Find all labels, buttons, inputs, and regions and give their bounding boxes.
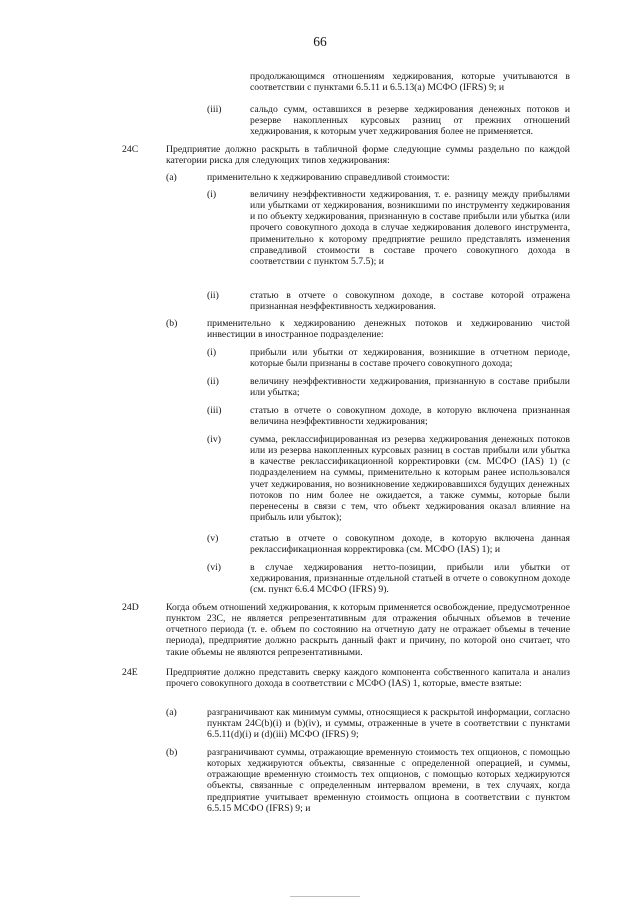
subparagraph-text: применительно к хеджированию справедливой стоимости: [207, 172, 450, 183]
item-label: (iv) [207, 434, 221, 445]
paragraph-text: Когда объем отношений хеджирования, к которым применяется освобождение, предусмотренное пунктом 23C, не является репрезентативным для отражения обычных объемов в течение отчетного периода (т. е. объем по состоянию на отчетную дату не отражает объемы в течение периода), предприятие должно раскрыть данный факт и причину, по которой оно считает, что такие объемы не являются репрезентативными. [166, 602, 570, 658]
page-number: 66 [313, 34, 327, 49]
paragraph-text: Предприятие должно представить сверку каждого компонента собственного капитала и анализ прочего совокупного дохода в соответствии с МСФО (IAS) 1, которые, вместе взятые: [166, 667, 570, 690]
subparagraph-label: (b) [166, 747, 178, 758]
item-label: (ii) [207, 290, 219, 301]
item-label: (i) [207, 347, 217, 358]
continuation-text: продолжающимся отношениям хеджирования, которые учитываются в соответствии с пунктами 6.5.11 и 6.5.13(а) МСФО (IFRS) 9; и [250, 71, 570, 94]
subparagraph-label: (b) [166, 318, 178, 329]
item-text: статью в отчете о совокупном доходе, в которую включена признанная величина неэффективности хеджирования; [250, 405, 570, 428]
subparagraph-text: разграничивают суммы, отражающие временную стоимость тех опционов, с помощью которых хеджируются объекты, связанные с определенной операцией, и суммы, отражающие временную стоимость тех опционов, с помощью которых хеджируются объекты, связанные с определенным интервалом времени, в тех случаях, когда предприятие учитывает временную стоимость опциона в соответствии с пунктом 6.5.15 МСФО (IFRS) 9; и [207, 747, 570, 814]
paragraph-text: Предприятие должно раскрыть в табличной форме следующие суммы раздельно по каждой категории риска для следующих типов хеджирования: [166, 144, 570, 167]
subparagraph-text: применительно к хеджированию денежных потоков и хеджированию чистой инвестиции в иностранное подразделение: [207, 318, 570, 341]
paragraph-number: 24E [122, 667, 138, 678]
item-text: прибыли или убытки от хеджирования, возникшие в отчетном периоде, которые были признаны в составе прочего совокупного дохода; [250, 347, 570, 370]
item-label: (v) [207, 533, 219, 544]
item-text: сальдо сумм, оставшихся в резерве хеджирования денежных потоков и резерве накопленных курсовых разниц от прежних отношений хеджирования, к которым учет хеджирования более не применяется. [250, 104, 570, 138]
paragraph-number: 24C [122, 144, 139, 155]
item-text: сумма, реклассифицированная из резерва хеджирования денежных потоков или из резерва накопленных курсовых разниц в состав прибыли или убытка в качестве реклассификационной корректировки (см. МСФО (IAS) 1) (с подразделением на суммы, применительно к которым ранее использовался учет хеджирования, но возникновение хеджировавшихся будущих денежных потоков по ним более не ожидается, а также суммы, которые были перенесены в связи с тем, что объект хеджирования оказал влияние на прибыль или убыток); [250, 434, 570, 524]
item-label: (vi) [207, 562, 221, 573]
item-text: статью в отчете о совокупном доходе, в которую включена данная реклассификационная корректировка (см. МСФО (IAS) 1); и [250, 533, 570, 556]
scan-mark [290, 896, 360, 897]
item-text: статью в отчете о совокупном доходе, в составе которой отражена признанная неэффективность хеджирования. [250, 290, 570, 313]
item-label: (ii) [207, 376, 219, 387]
item-text: величину неэффективности хеджирования, т. е. разницу между прибылями или убытками от хеджирования, возникшими по инструменту хеджирования и по объекту хеджирования, признанную в составе прибыли или убытка (или прочего совокупного дохода в случае хеджирования долевого инструмента, применительно к которому предприятие решило представлять изменения справедливой стоимости в составе прочего совокупного дохода в соответствии с пунктом 5.7.5); и [250, 189, 570, 267]
subparagraph-label: (а) [166, 172, 177, 183]
subparagraph-text: разграничивают как минимум суммы, относящиеся к раскрытой информации, согласно пунктам 24C(b)(i) и (b)(iv), и суммы, отраженные в учете в соответствии с пунктами 6.5.11(d)(i) и (d)(iii) МСФО (IFRS) 9; [207, 707, 570, 741]
item-text: в случае хеджирования нетто-позиции, прибыли или убытки от хеджирования, признанные отдельной статьей в отчете о совокупном доходе (см. пункт 6.6.4 МСФО (IFRS) 9). [250, 562, 570, 596]
item-label: (i) [207, 189, 217, 200]
item-text: величину неэффективности хеджирования, признанную в составе прибыли или убытка; [250, 376, 570, 399]
paragraph-number: 24D [122, 602, 139, 613]
item-label: (iii) [207, 405, 222, 416]
item-label: (iii) [207, 104, 222, 115]
subparagraph-label: (а) [166, 707, 177, 718]
